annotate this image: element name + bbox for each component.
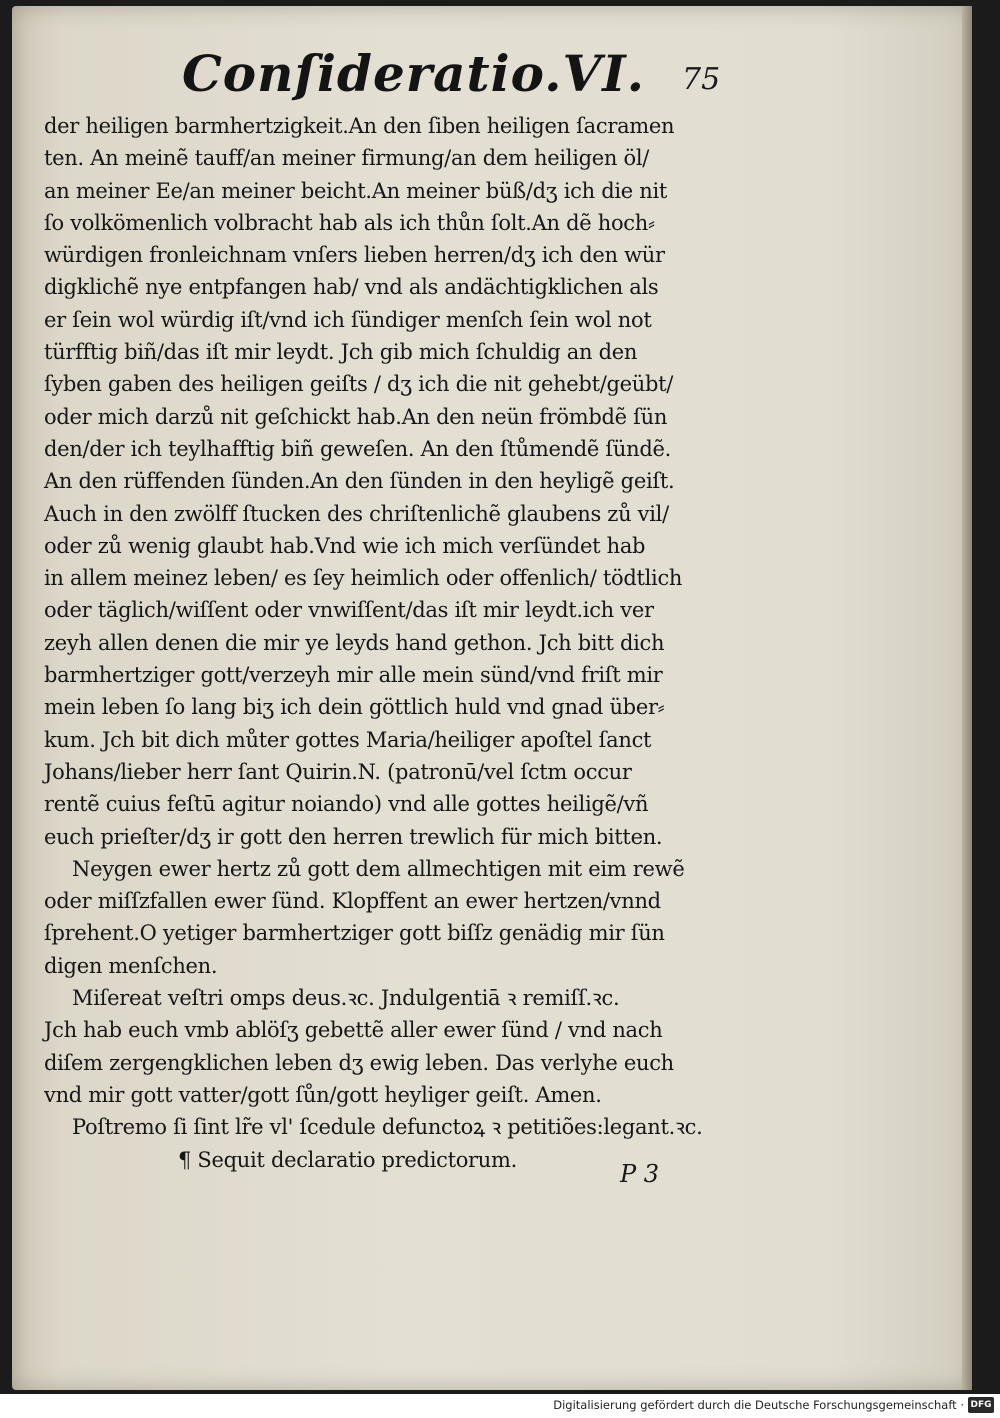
- text-line: digen menſchen.: [44, 953, 218, 978]
- text-line: Johans/lieber herr ſant Quirin.N. (patronū/vel ſctm occur: [44, 759, 632, 784]
- text-line: Neygen ewer hertz zů gott dem allmechtigen mit eim rewẽ: [72, 856, 685, 881]
- text-line: euch prieſter/dʒ ir gott den herren trewlich für mich bitten.: [44, 824, 663, 849]
- running-title: Conſideratio.VI.: [182, 44, 646, 103]
- text-line: oder miſſzfallen ewer ſünd. Klopffent an ewer hertzen/vnnd: [44, 889, 661, 914]
- text-line: rentẽ cuius feſtū agitur noiando) vnd alle gottes heiligẽ/vñ: [44, 792, 649, 817]
- text-line: vnd mir gott vatter/gott ſůn/gott heyliger geiſt. Amen.: [44, 1082, 602, 1107]
- text-line: würdigen fronleichnam vnſers lieben herren/dʒ ich den wür: [44, 243, 665, 268]
- text-line: ſyben gaben des heiligen geiſts / dʒ ich die nit gehebt/geübt/: [44, 372, 674, 397]
- text-line: oder täglich/wiſſent oder vnwiſſent/das iſt mir leydt.ich ver: [44, 598, 654, 623]
- page-edge: [962, 6, 972, 1390]
- text-line: oder mich darzů nit geſchickt hab.An den neün frömbdẽ ſün: [44, 404, 668, 429]
- text-line: er ſein wol würdig iſt/vnd ich ſündiger menſch ſein wol not: [44, 307, 652, 332]
- text-line: an meiner Ee/an meiner beicht.An meiner büß/dʒ ich die nit: [44, 178, 668, 203]
- text-line: ſprehent.O yetiger barmhertziger gott biſſz genädig mir ſün: [44, 921, 665, 946]
- text-line: digklichẽ nye entpfangen hab/ vnd als andächtigklichen als: [44, 275, 659, 300]
- text-line: den/der ich teylhafftig biñ geweſen. An den ſtůmendẽ ſündẽ.: [44, 436, 672, 461]
- text-line: ſo volkömenlich volbracht hab als ich thůn ſolt.An dẽ hoch⸗: [44, 210, 655, 235]
- text-line: Miſereat veſtri omps deus.ꝛc. Jndulgentiā ꝛ remiſſ.ꝛc.: [72, 986, 620, 1011]
- body-text: [44, 110, 744, 1176]
- text-line: barmhertziger gott/verzeyh mir alle mein sünd/vnd friſt mir: [44, 663, 663, 688]
- book-page: [12, 6, 972, 1390]
- text-line: kum. Jch bit dich můter gottes Maria/heiliger apoſtel ſanct: [44, 727, 652, 752]
- text-line: Poſtremo ſi ſint lr̃e vl' ſcedule defunctoꝝ ꝛ petitiões:legant.ꝛc.: [72, 1115, 703, 1140]
- digitization-footer: [0, 1394, 1000, 1418]
- text-line: diſem zergengklichen leben dʒ ewig leben. Das verlyhe euch: [44, 1050, 674, 1075]
- signature-mark: P 3: [620, 1160, 660, 1188]
- dfg-logo: DFG: [968, 1397, 994, 1413]
- funding-notice: Digitalisierung gefördert durch die Deutsche Forschungsgemeinschaft ·: [553, 1398, 964, 1412]
- page-header: [162, 44, 862, 114]
- text-line: oder zů wenig glaubt hab.Vnd wie ich mich verſündet hab: [44, 533, 646, 558]
- folio-number: 75: [682, 62, 721, 97]
- text-line: türfftig biñ/das iſt mir leydt. Jch gib mich ſchuldig an den: [44, 340, 638, 365]
- text-line: Auch in den zwölff ſtucken des chriſtenlichẽ glaubens zů vil/: [44, 501, 669, 526]
- text-line: An den rüffenden ſünden.An den ſünden in den heyligẽ geiſt.: [44, 469, 675, 494]
- text-line: ten. An meinẽ tauff/an meiner firmung/an dem heiligen öl/: [44, 146, 650, 171]
- text-line: ¶ Sequit declaratio predictorum.: [178, 1147, 518, 1172]
- text-line: in allem meinez leben/ es ſey heimlich oder offenlich/ tödtlich: [44, 566, 683, 591]
- text-line: mein leben ſo lang biʒ ich dein göttlich huld vnd gnad über⸗: [44, 695, 665, 720]
- text-line: der heiligen barmhertzigkeit.An den ſiben heiligen ſacramen: [44, 114, 675, 138]
- text-line: Jch hab euch vmb ablöſʒ gebettẽ aller ewer ſünd / vnd nach: [44, 1018, 663, 1043]
- text-line: zeyh allen denen die mir ye leyds hand gethon. Jch bitt dich: [44, 630, 665, 655]
